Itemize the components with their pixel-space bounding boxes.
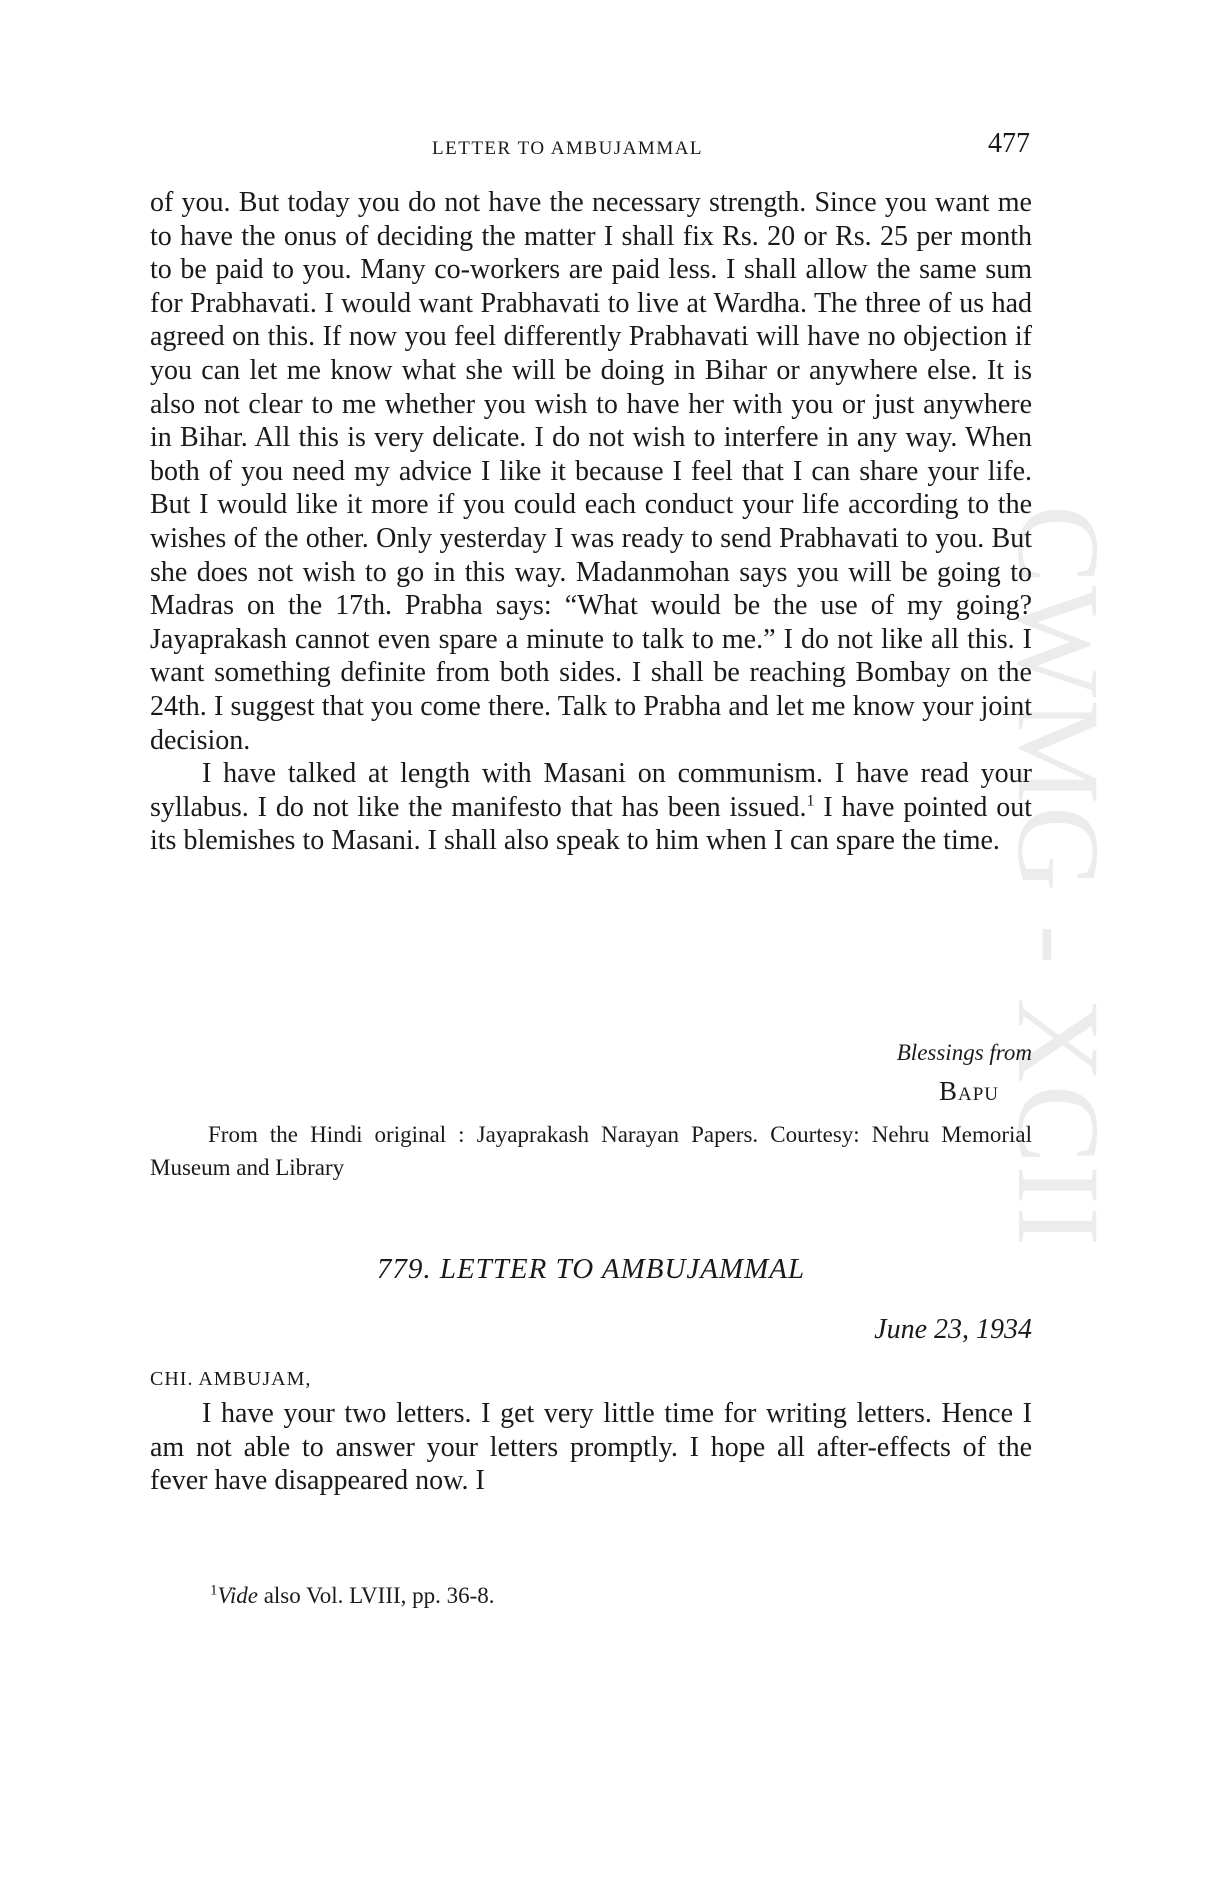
letter-heading: 779. LETTER TO AMBUJAMMAL [376,1253,806,1285]
footnote [210,1583,495,1609]
closing-blessing: Blessings from [896,1040,1032,1065]
page-number: 477 [988,128,1030,159]
new-letter-body [150,1397,1032,1498]
new-letter-paragraph-1: I have your two letters. I get very little time for writing letters. Hence I am not able to answer your letters promptly. I hope all after-effects of the fever have disappeared now. I [150,1398,1032,1497]
salutation: CHI. AMBUJAM, [150,1368,312,1390]
source-note [150,1118,1032,1184]
footnote-italic: Vide [217,1583,258,1608]
continued-letter-body [150,186,1032,858]
source-note-text: From the Hindi original : Jayaprakash Narayan Papers. Courtesy: Nehru Memorial Museum and Library [150,1122,1032,1180]
running-head [150,128,1030,168]
paragraph-2-text-b: I have pointed out its blemishes to Masani. I shall also speak to him when I can spare the time. [150,791,1033,857]
watermark-text: CWMG - XCII [993,505,1124,1249]
footnote-mark: 1 [210,1582,218,1599]
continued-paragraph-2 [150,757,1032,858]
footnote-text: also Vol. LVIII, pp. 36-8. [257,1583,495,1608]
continued-paragraph-1: of you. But today you do not have the necessary strength. Since you want me to have the onus of deciding the matter I shall fix Rs. 20 or Rs. 25 per month to be paid to you. Many co-workers are paid less. I shall allow the same sum for Prabhavati. I would want Prabhavati to live at Wardha. The three of us had agreed on this. If now you feel differently Prabhavati will have no objection if you can let me know what she will be doing in Bihar or anywhere else. It is also not clear to me whether you wish to have her with you or just anywhere in Bihar. All this is very delicate. I do not wish to interfere in any way. When both of you need my advice I like it because I feel that I can share your life. But I would like it more if you could each conduct your life according to the wishes of the other. Only yesterday I was ready to send Prabhavati to you. But she does not wish to go in this way. Madanmohan says you will be going to Madras on the 17th. Prabha says: “What would be the use of my going? Jayaprakash cannot even spare a minute to talk to me.” I do not like all this. I want something definite from both sides. I shall be reaching Bombay on the 24th. I suggest that you come there. Talk to Prabha and let me know your joint decision. [150,187,1032,756]
running-head-title: LETTER TO AMBUJAMMAL [432,138,704,159]
footnote-reference: 1 [806,792,815,810]
closing-signature: Bapu [938,1076,999,1106]
letter-date: June 23, 1934 [874,1314,1032,1345]
paragraph-2-text-a: I have talked at length with Masani on communism. I have read your syllabus. I do not like the manifesto that has been issued. [150,758,1032,823]
